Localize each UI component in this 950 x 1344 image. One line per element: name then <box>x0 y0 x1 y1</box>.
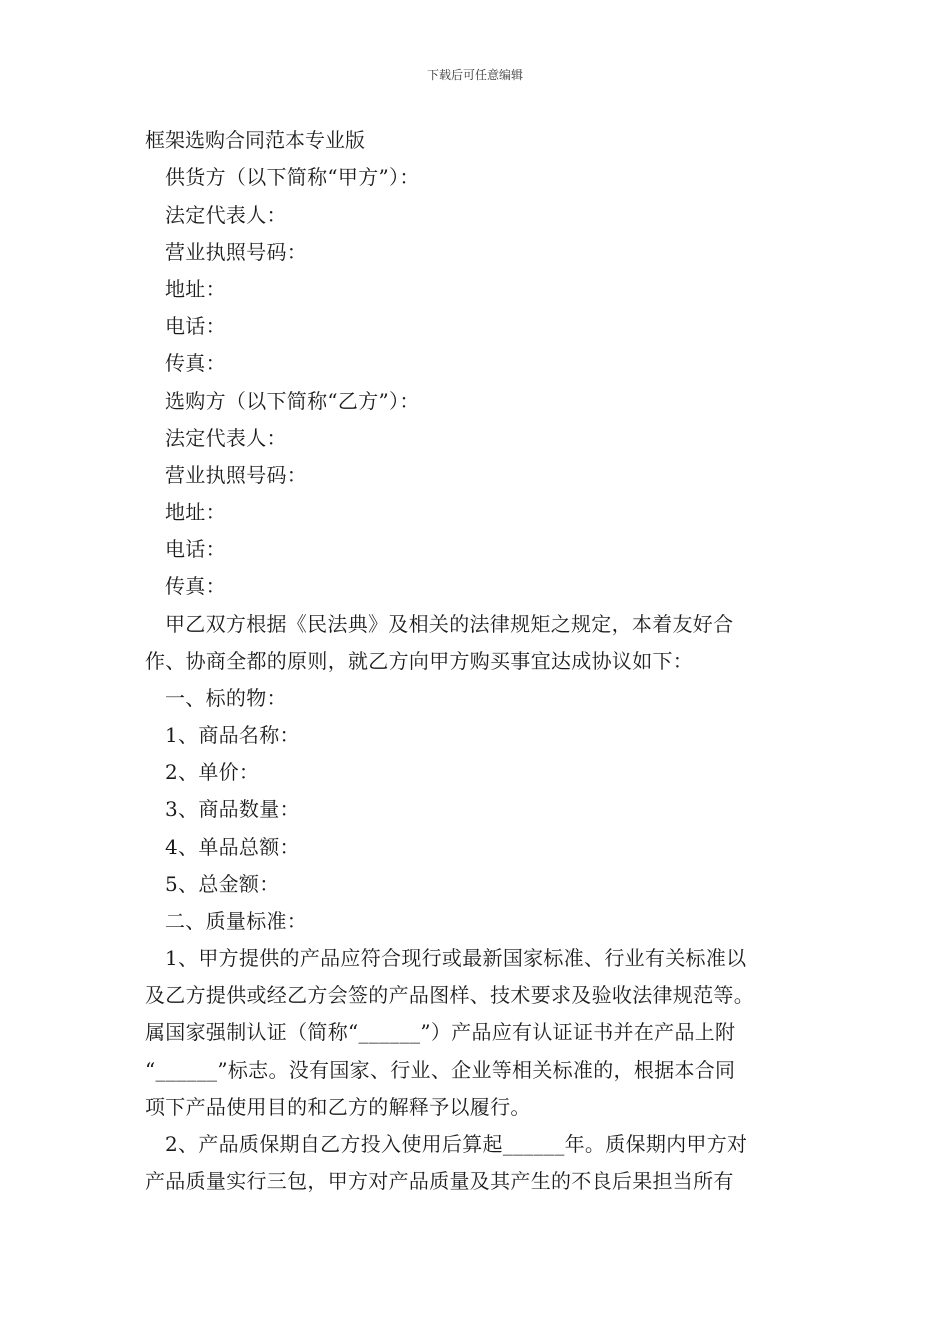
supplier-license-no: 营业执照号码： <box>165 240 308 264</box>
buyer-license-no: 营业执照号码： <box>165 463 308 487</box>
supplier-line: 供货方（以下简称“甲方”）： <box>165 165 420 189</box>
document-title: 框架选购合同范本专业版 <box>145 128 365 152</box>
item-unit-price: 2、单价： <box>165 760 260 784</box>
preamble-line-1: 甲乙双方根据《民法典》及相关的法律规矩之规定，本着友好合 <box>165 612 734 636</box>
item-total-amount: 5、总金额： <box>165 872 280 896</box>
buyer-fax: 传真： <box>165 574 226 598</box>
section-2-heading: 二、质量标准： <box>165 909 308 933</box>
item-quantity: 3、商品数量： <box>165 797 300 821</box>
buyer-address: 地址： <box>165 500 226 524</box>
item-product-name: 1、商品名称： <box>165 723 300 747</box>
quality-clause-1-line-2: 及乙方提供或经乙方会签的产品图样、技术要求及验收法律规范等。 <box>145 983 754 1007</box>
quality-clause-2-line-1: 2、产品质保期自乙方投入使用后算起______年。质保期内甲方对 <box>165 1132 748 1156</box>
quality-clause-2-line-2: 产品质量实行三包，甲方对产品质量及其产生的不良后果担当所有 <box>145 1169 734 1193</box>
quality-clause-1-line-1: 1、甲方提供的产品应符合现行或最新国家标准、行业有关标准以 <box>165 946 747 970</box>
section-1-heading: 一、标的物： <box>165 686 287 710</box>
page-header: 下载后可任意编辑 <box>426 68 523 82</box>
buyer-phone: 电话： <box>165 537 226 561</box>
supplier-fax: 传真： <box>165 351 226 375</box>
quality-clause-1-line-3: 属国家强制认证（简称“______”）产品应有认证证书并在产品上附 <box>145 1020 736 1044</box>
buyer-legal-rep: 法定代表人： <box>165 426 287 450</box>
supplier-legal-rep: 法定代表人： <box>165 203 287 227</box>
supplier-address: 地址： <box>165 277 226 301</box>
buyer-line: 选购方（以下简称“乙方”）： <box>165 389 420 413</box>
item-subtotal: 4、单品总额： <box>165 835 300 859</box>
preamble-line-2: 作、协商全都的原则，就乙方向甲方购买事宜达成协议如下： <box>145 649 694 673</box>
quality-clause-1-line-4: “______”标志。没有国家、行业、企业等相关标准的，根据本合同 <box>145 1058 736 1082</box>
quality-clause-1-line-5: 项下产品使用目的和乙方的解释予以履行。 <box>145 1095 531 1119</box>
supplier-phone: 电话： <box>165 314 226 338</box>
